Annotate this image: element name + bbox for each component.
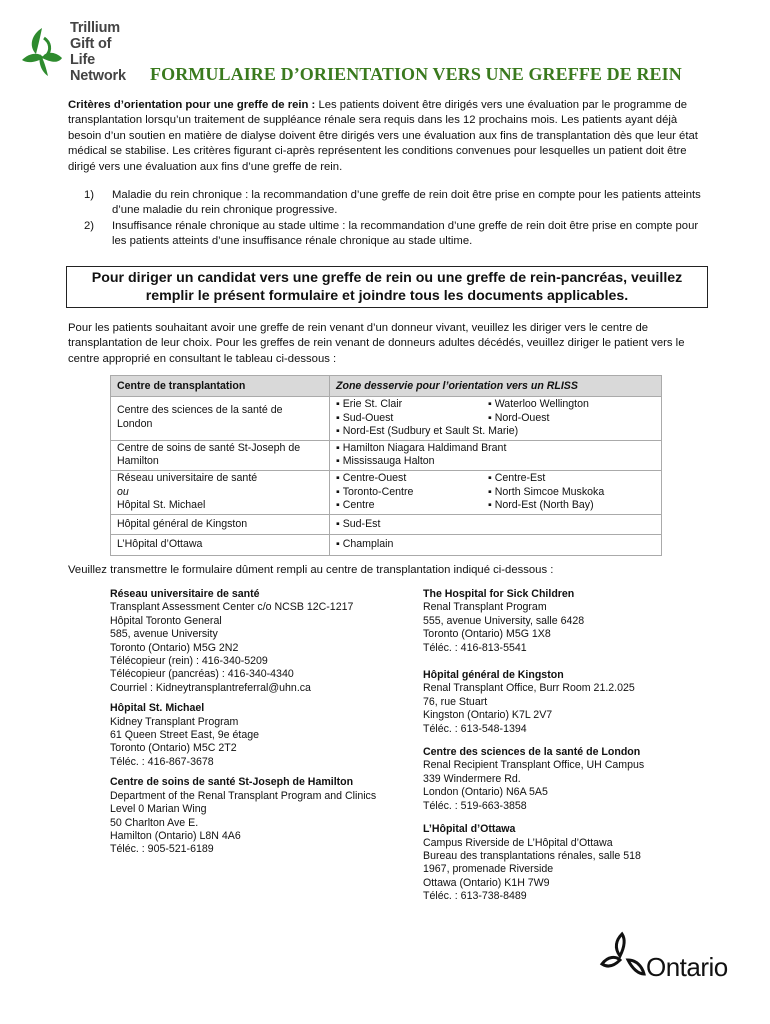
zone-cell bbox=[330, 470, 662, 514]
address-line: Courriel : Kidneytransplantreferral@uhn.ca bbox=[110, 681, 311, 694]
zone-cell bbox=[330, 397, 662, 441]
address-line: Kidney Transplant Program bbox=[110, 715, 239, 728]
criteria-number: 1) bbox=[84, 189, 95, 201]
address-line: Toronto (Ontario) M5G 1X8 bbox=[423, 628, 551, 641]
address-line: Hôpital Toronto General bbox=[110, 614, 222, 627]
address-heading: The Hospital for Sick Children bbox=[423, 588, 575, 600]
criteria-text: Insuffisance rénale chronique au stade ultime : la recommandation d’une greffe de rein doit être prise en compte pour les patients atteints d’une insuffisance rénale chronique au stade ultime. bbox=[112, 219, 699, 248]
zone-item: ▪ Erie St. Clair bbox=[336, 398, 488, 412]
table-header-centre: Centre de transplantation bbox=[111, 376, 330, 397]
centre-name-line: ou bbox=[117, 485, 129, 498]
intro-bold: Critères d’orientation pour une greffe de rein : bbox=[68, 99, 316, 111]
address-line: Bureau des transplantations rénales, salle 518 bbox=[423, 849, 641, 862]
address-line: London (Ontario) N6A 5A5 bbox=[423, 786, 548, 799]
table-row bbox=[111, 397, 662, 441]
zone-cell bbox=[330, 440, 662, 470]
logo-line-3: Network bbox=[70, 68, 126, 84]
address-line: 1967, promenade Riverside bbox=[423, 863, 554, 876]
centre-name-line: Hôpital St. Michael bbox=[117, 499, 206, 512]
address-line: Télécopieur (pancréas) : 416-340-4340 bbox=[110, 668, 294, 681]
criteria-item bbox=[84, 219, 704, 250]
address-line: Téléc. : 416-813-5541 bbox=[423, 641, 527, 654]
address-block bbox=[110, 702, 410, 769]
intro-text: Les patients doivent être dirigés vers une évaluation par le programme de transplantation lorsqu’un traitement de suppléance rénale sera requis dans les 12 prochains mois. Les patients ayant déjà besoin d’un soutien en matière de dialyse doivent être dirigés vers une évaluation aux fins de transplantation dès que leur état médical se stabilise. Les critères figurant ci-après représentent les conditions convenues pour lesquelles un patient doit être dirigé vers une évaluation aux fins d’une greffe de rein. bbox=[68, 99, 698, 173]
trillium-mark-icon bbox=[598, 930, 648, 982]
address-line: Téléc. : 416-867-3678 bbox=[110, 755, 214, 768]
table-row bbox=[111, 514, 662, 535]
zone-item: ▪ Nord-Est (North Bay) bbox=[488, 499, 638, 513]
zone-item: ▪ Centre bbox=[336, 499, 488, 513]
address-line: 61 Queen Street East, 9e étage bbox=[110, 729, 260, 742]
address-line: 76, rue Stuart bbox=[423, 695, 488, 708]
criteria-item bbox=[84, 188, 704, 219]
table-row bbox=[111, 440, 662, 470]
address-line: Téléc. : 905-521-6189 bbox=[110, 843, 214, 856]
address-line: Ottawa (Ontario) K1H 7W9 bbox=[423, 876, 550, 889]
zone-item: ▪ North Simcoe Muskoka bbox=[488, 486, 638, 500]
centre-cell bbox=[111, 514, 330, 535]
centre-cell bbox=[111, 440, 330, 470]
table-header-row bbox=[111, 376, 662, 397]
trillium-logo bbox=[18, 20, 128, 84]
zone-item: ▪ Centre-Ouest bbox=[336, 472, 488, 486]
centre-name-line: L’Hôpital d’Ottawa bbox=[117, 538, 203, 551]
address-line: 555, avenue University, salle 6428 bbox=[423, 614, 585, 627]
centre-name-line: Hôpital général de Kingston bbox=[117, 517, 248, 530]
zone-item: ▪ Nord-Est (Sudbury et Sault St. Marie) bbox=[336, 425, 638, 439]
centre-name-line: Réseau universitaire de santé bbox=[117, 471, 258, 484]
zone-cell bbox=[330, 535, 662, 556]
centre-name-line: Hamilton bbox=[117, 455, 159, 468]
address-line: Téléc. : 613-548-1394 bbox=[423, 722, 527, 735]
addresses-left-column bbox=[110, 588, 410, 864]
address-block bbox=[423, 588, 723, 655]
address-line: Renal Transplant Office, Burr Room 21.2.025 bbox=[423, 682, 635, 695]
logo-line-1: Trillium bbox=[70, 20, 120, 36]
zone-item: ▪ Sud-Ouest bbox=[336, 412, 488, 426]
address-line: 339 Windermere Rd. bbox=[423, 772, 521, 785]
zone-item: ▪ Toronto-Centre bbox=[336, 486, 488, 500]
address-line: Level 0 Marian Wing bbox=[110, 803, 207, 816]
address-line: Campus Riverside de L’Hôpital d’Ottawa bbox=[423, 836, 613, 849]
address-line: Toronto (Ontario) M5G 2N2 bbox=[110, 641, 239, 654]
logo-line-2: Gift of Life bbox=[70, 36, 112, 68]
send-instructions: Veuillez transmettre le formulaire dûment rempli au centre de transplantation indiqué ci-dessous : bbox=[68, 564, 554, 576]
address-heading: Réseau universitaire de santé bbox=[110, 588, 260, 600]
centre-cell bbox=[111, 470, 330, 514]
ontario-wordmark: Ontario bbox=[646, 952, 728, 982]
address-line: Department of the Renal Transplant Program and Clinics bbox=[110, 789, 377, 802]
transplant-centres-table bbox=[110, 375, 662, 556]
zone-item: ▪ Waterloo Wellington bbox=[488, 398, 638, 412]
address-line: 585, avenue University bbox=[110, 628, 218, 641]
centre-name-line: London bbox=[117, 417, 153, 430]
address-block bbox=[423, 669, 723, 736]
table-header-zone: Zone desservie pour l’orientation vers un RLISS bbox=[330, 376, 662, 397]
address-line: Téléc. : 519-663-3858 bbox=[423, 799, 527, 812]
address-line: 50 Charlton Ave E. bbox=[110, 816, 199, 829]
address-line: Téléc. : 613-738-8489 bbox=[423, 890, 527, 903]
intro-paragraph bbox=[68, 98, 708, 175]
table-row bbox=[111, 470, 662, 514]
address-block bbox=[110, 776, 410, 856]
zone-item: ▪ Mississauga Halton bbox=[336, 455, 638, 469]
address-line: Télécopieur (rein) : 416-340-5209 bbox=[110, 655, 268, 668]
zone-item: ▪ Nord-Ouest bbox=[488, 412, 638, 426]
centre-cell bbox=[111, 535, 330, 556]
criteria-number: 2) bbox=[84, 219, 95, 232]
address-heading: Hôpital général de Kingston bbox=[423, 669, 564, 682]
criteria-text: Maladie du rein chronique : la recommandation d’une greffe de rein doit être prise en compte pour les patients atteints d’une maladie du rein chronique progressive. bbox=[112, 189, 701, 217]
zone-item: ▪ Centre-Est bbox=[488, 472, 638, 486]
trillium-flower-icon bbox=[18, 24, 66, 80]
table-row bbox=[111, 535, 662, 556]
address-heading: L’Hôpital d’Ottawa bbox=[423, 823, 516, 836]
zone-cell bbox=[330, 514, 662, 535]
page-title: FORMULAIRE D’ORIENTATION VERS UNE GREFFE DE REIN bbox=[150, 64, 682, 84]
address-block bbox=[423, 746, 723, 813]
centre-name-line: Centre de soins de santé St-Joseph de bbox=[117, 441, 301, 454]
address-line: Hamilton (Ontario) L8N 4A6 bbox=[110, 829, 241, 842]
callout-box: Pour diriger un candidat vers une greffe de rein ou une greffe de rein-pancréas, veuillez remplir le présent formulaire et joindre tous les documents applicables. bbox=[66, 266, 708, 308]
zone-item: ▪ Sud-Est bbox=[336, 518, 638, 532]
address-heading: Centre de soins de santé St-Joseph de Hamilton bbox=[110, 776, 354, 789]
address-line: Kingston (Ontario) K7L 2V7 bbox=[423, 709, 553, 722]
address-line: Toronto (Ontario) M5C 2T2 bbox=[110, 742, 237, 755]
criteria-list bbox=[84, 188, 704, 250]
zone-item: ▪ Hamilton Niagara Haldimand Brant bbox=[336, 442, 638, 456]
centre-cell bbox=[111, 397, 330, 441]
address-line: Renal Recipient Transplant Office, UH Campus bbox=[423, 759, 645, 772]
address-block bbox=[110, 588, 410, 695]
addresses-right-column bbox=[423, 588, 723, 911]
address-heading: Centre des sciences de la santé de London bbox=[423, 746, 641, 759]
ontario-logo bbox=[598, 930, 748, 986]
address-block bbox=[423, 823, 723, 903]
address-line: Renal Transplant Program bbox=[423, 601, 547, 614]
donor-paragraph: Pour les patients souhaitant avoir une greffe de rein venant d’un donneur vivant, veuillez les diriger vers le centre de transplantation de leur choix. Pour les greffes de rein venant de donneurs adultes décédés, veuillez diriger le patient vers le centre approprié en consultant le tableau ci-dessous : bbox=[68, 322, 685, 365]
address-heading: Hôpital St. Michael bbox=[110, 702, 205, 715]
centre-name-line: Centre des sciences de la santé de bbox=[117, 404, 283, 416]
address-line: Transplant Assessment Center c/o NCSB 12C-1217 bbox=[110, 601, 354, 614]
zone-item: ▪ Champlain bbox=[336, 538, 638, 552]
